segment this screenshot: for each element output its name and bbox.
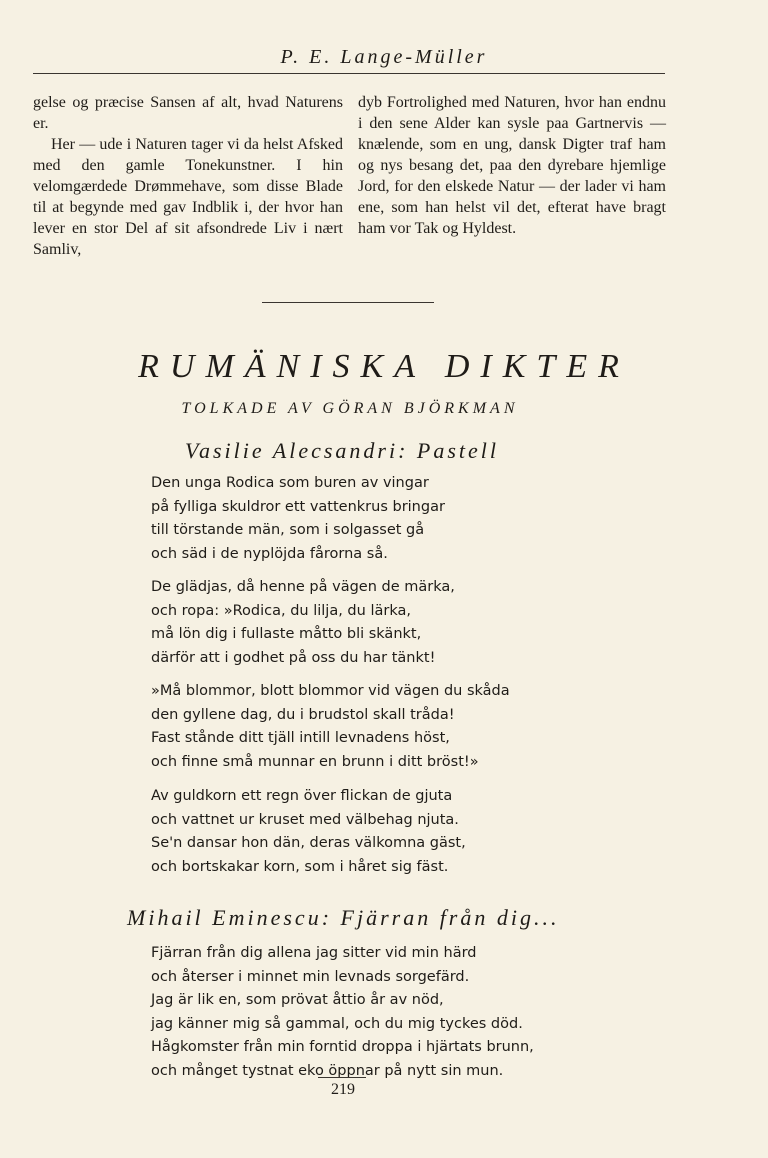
prose-paragraph: gelse og præcise Sansen af alt, hvad Naturens er. (33, 94, 343, 132)
prose-paragraph: dyb Fortrolighed med Naturen, hvor han endnu i den sene Alder kan sysle paa Gartnervis — knælende, som en ung, dansk Digter traf ham og nys besang det, paa den dyrebare hjemlige Jord, for den elskede Natur — der lader vi ham ene, som han helst vil det, efterat have bragt ham vor Tak og Hyldest. (358, 94, 666, 237)
section-title: RUMÄNISKA DIKTER (138, 348, 630, 385)
stanza (151, 472, 445, 566)
section-divider (262, 302, 434, 303)
verse-line: De glädjas, då henne på vägen de märka, (151, 579, 455, 595)
prose-paragraph: Her — ude i Naturen tager vi da helst Afsked med den gamle Tonekunstner. I hin velomgærdede Drømmehave, som disse Blade til at begynde med gav Indblik i, der hvor han lever en stor Del af sit afsondrede Liv i nært Samliv, (33, 136, 343, 258)
stanza (151, 576, 455, 670)
verse-line: Av guldkorn ett regn över flickan de gjuta (151, 788, 453, 804)
header-rule (33, 73, 665, 74)
verse-line: må lön dig i fullaste måtto bli skänkt, (151, 626, 422, 642)
verse-line: Fjärran från dig allena jag sitter vid min härd (151, 945, 477, 961)
verse-line: till törstande män, som i solgasset gå (151, 522, 425, 538)
verse-line: och återser i minnet min levnads sorgefärd. (151, 968, 470, 985)
stanza (151, 680, 510, 774)
page-number: 219 (331, 1081, 355, 1098)
running-head: P. E. Lange-Müller (280, 46, 488, 68)
verse-line: och månget tystnat eko öppnar på nytt sin mun. (151, 1062, 504, 1079)
verse-line: Jag är lik en, som prövat åttio år av nöd, (151, 992, 444, 1008)
verse-line: och säd i de nyplöjda fårorna så. (151, 545, 388, 562)
stanza (151, 785, 466, 879)
verse-line: och vattnet ur kruset med välbehag njuta. (151, 811, 459, 828)
verse-line: Fast stånde ditt tjäll intill levnadens höst, (151, 730, 450, 746)
prose-left-column (33, 92, 343, 260)
verse-line: jag känner mig så gammal, och du mig tyckes död. (151, 1015, 523, 1032)
verse-line: och finne små munnar en brunn i ditt bröst!» (151, 753, 479, 770)
verse-line: Den unga Rodica som buren av vingar (151, 475, 429, 491)
verse-line: Se'n dansar hon dän, deras välkomna gäst, (151, 835, 466, 851)
translator-credit: TOLKADE AV GÖRAN BJÖRKMAN (181, 400, 519, 417)
verse-line: därför att i godhet på oss du har tänkt! (151, 649, 436, 666)
verse-line: »Må blommor, blott blommor vid vägen du skåda (151, 683, 510, 699)
verse-line: och bortskakar korn, som i håret sig fäst. (151, 858, 449, 875)
verse-line: och ropa: »Rodica, du lilja, du lärka, (151, 602, 411, 619)
verse-line: den gyllene dag, du i brudstol skall tråda! (151, 706, 455, 723)
stanza (151, 942, 534, 1083)
verse-line: på fylliga skuldror ett vattenkrus bringar (151, 498, 445, 515)
verse-line: Hågkomster från min forntid droppa i hjärtats brunn, (151, 1039, 534, 1055)
poem-title: Vasilie Alecsandri: Pastell (185, 438, 500, 463)
prose-right-column (358, 92, 666, 239)
page-number-rule (318, 1077, 366, 1078)
poem-title: Mihail Eminescu: Fjärran från dig... (127, 905, 560, 930)
